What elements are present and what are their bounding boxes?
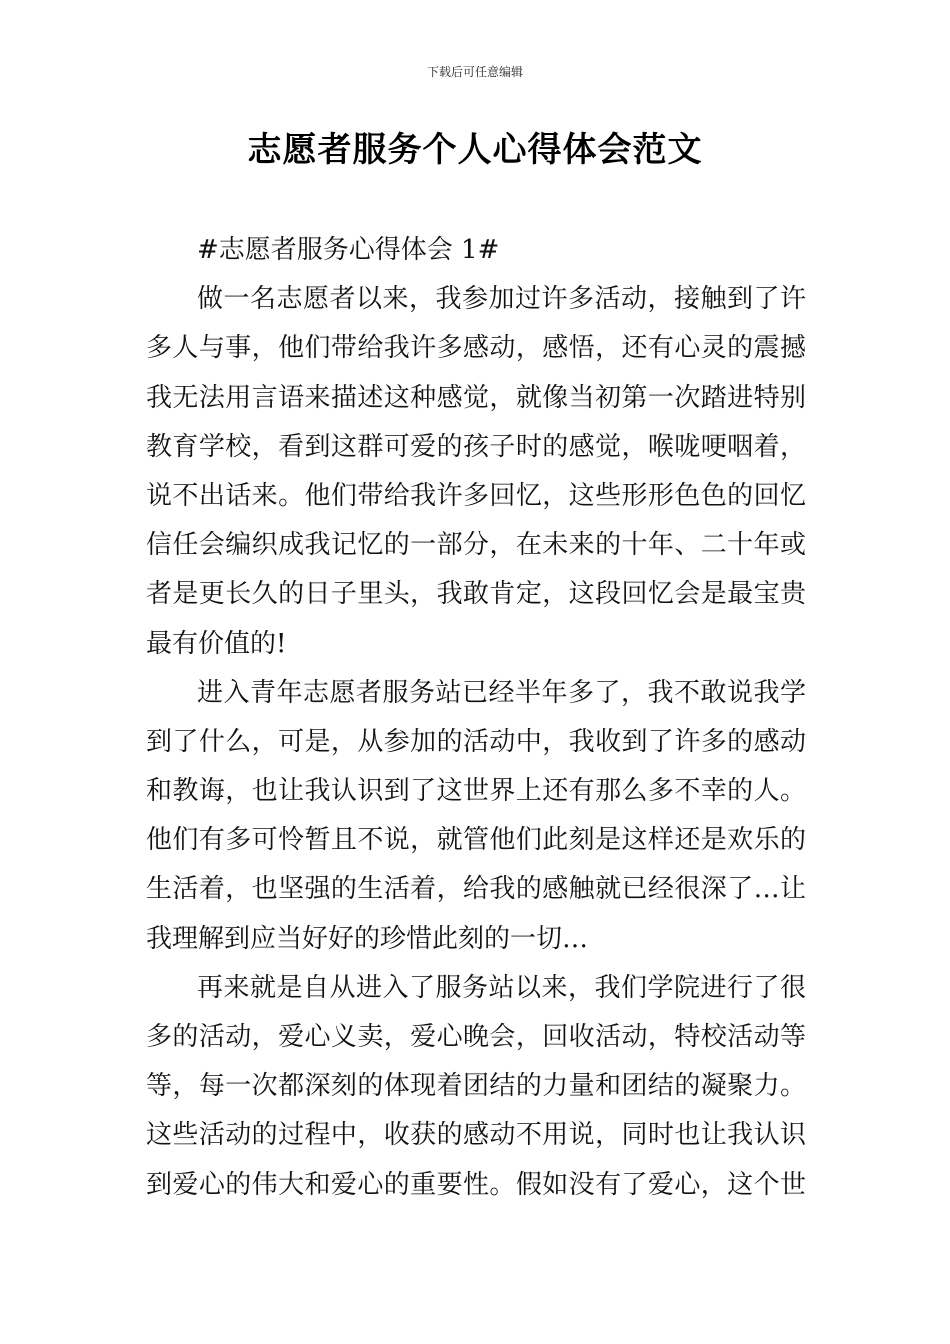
- text-line: 他们有多可怜暂且不说，就管他们此刻是这样还是欢乐的: [146, 825, 806, 856]
- text-line: 我无法用言语来描述这种感觉，就像当初第一次踏进特别: [146, 382, 806, 413]
- section-heading: #志愿者服务心得体会 1#: [197, 235, 500, 265]
- text-line: 到爱心的伟大和爱心的重要性。假如没有了爱心，这个世: [146, 1169, 806, 1200]
- text-line: 信任会编织成我记忆的一部分，在未来的十年、二十年或: [146, 530, 806, 561]
- text-line: 生活着，也坚强的生活着，给我的感触就已经很深了…让: [146, 874, 806, 905]
- header-note: 下载后可任意编辑: [426, 65, 523, 79]
- page-title: 志愿者服务个人心得体会范文: [247, 130, 703, 170]
- body-text: [146, 226, 806, 1210]
- text-line: 者是更长久的日子里头，我敢肯定，这段回忆会是最宝贵: [146, 579, 806, 610]
- text-line: 到了什么，可是，从参加的活动中，我收到了许多的感动: [146, 726, 806, 757]
- text-line: 做一名志愿者以来，我参加过许多活动，接触到了许: [197, 284, 806, 315]
- text-line: 和教诲，也让我认识到了这世界上还有那么多不幸的人。: [146, 776, 806, 807]
- text-line: 多的活动，爱心义卖，爱心晚会，回收活动，特校活动等: [146, 1022, 806, 1052]
- text-line: 等，每一次都深刻的体现着团结的力量和团结的凝聚力。: [146, 1071, 806, 1102]
- text-line: 最有价值的!: [146, 628, 287, 659]
- text-line: 多人与事，他们带给我许多感动，感悟，还有心灵的震撼: [146, 333, 806, 364]
- text-line: 我理解到应当好好的珍惜此刻的一切…: [146, 923, 589, 954]
- text-line: 教育学校，看到这群可爱的孩子时的感觉，喉咙哽咽着，: [146, 431, 806, 462]
- text-line: 再来就是自从进入了服务站以来，我们学院进行了很: [197, 972, 806, 1003]
- text-line: 说不出话来。他们带给我许多回忆，这些形形色色的回忆: [146, 480, 806, 511]
- text-line: 这些活动的过程中，收获的感动不用说，同时也让我认识: [146, 1120, 806, 1151]
- text-line: 进入青年志愿者服务站已经半年多了，我不敢说我学: [197, 677, 806, 708]
